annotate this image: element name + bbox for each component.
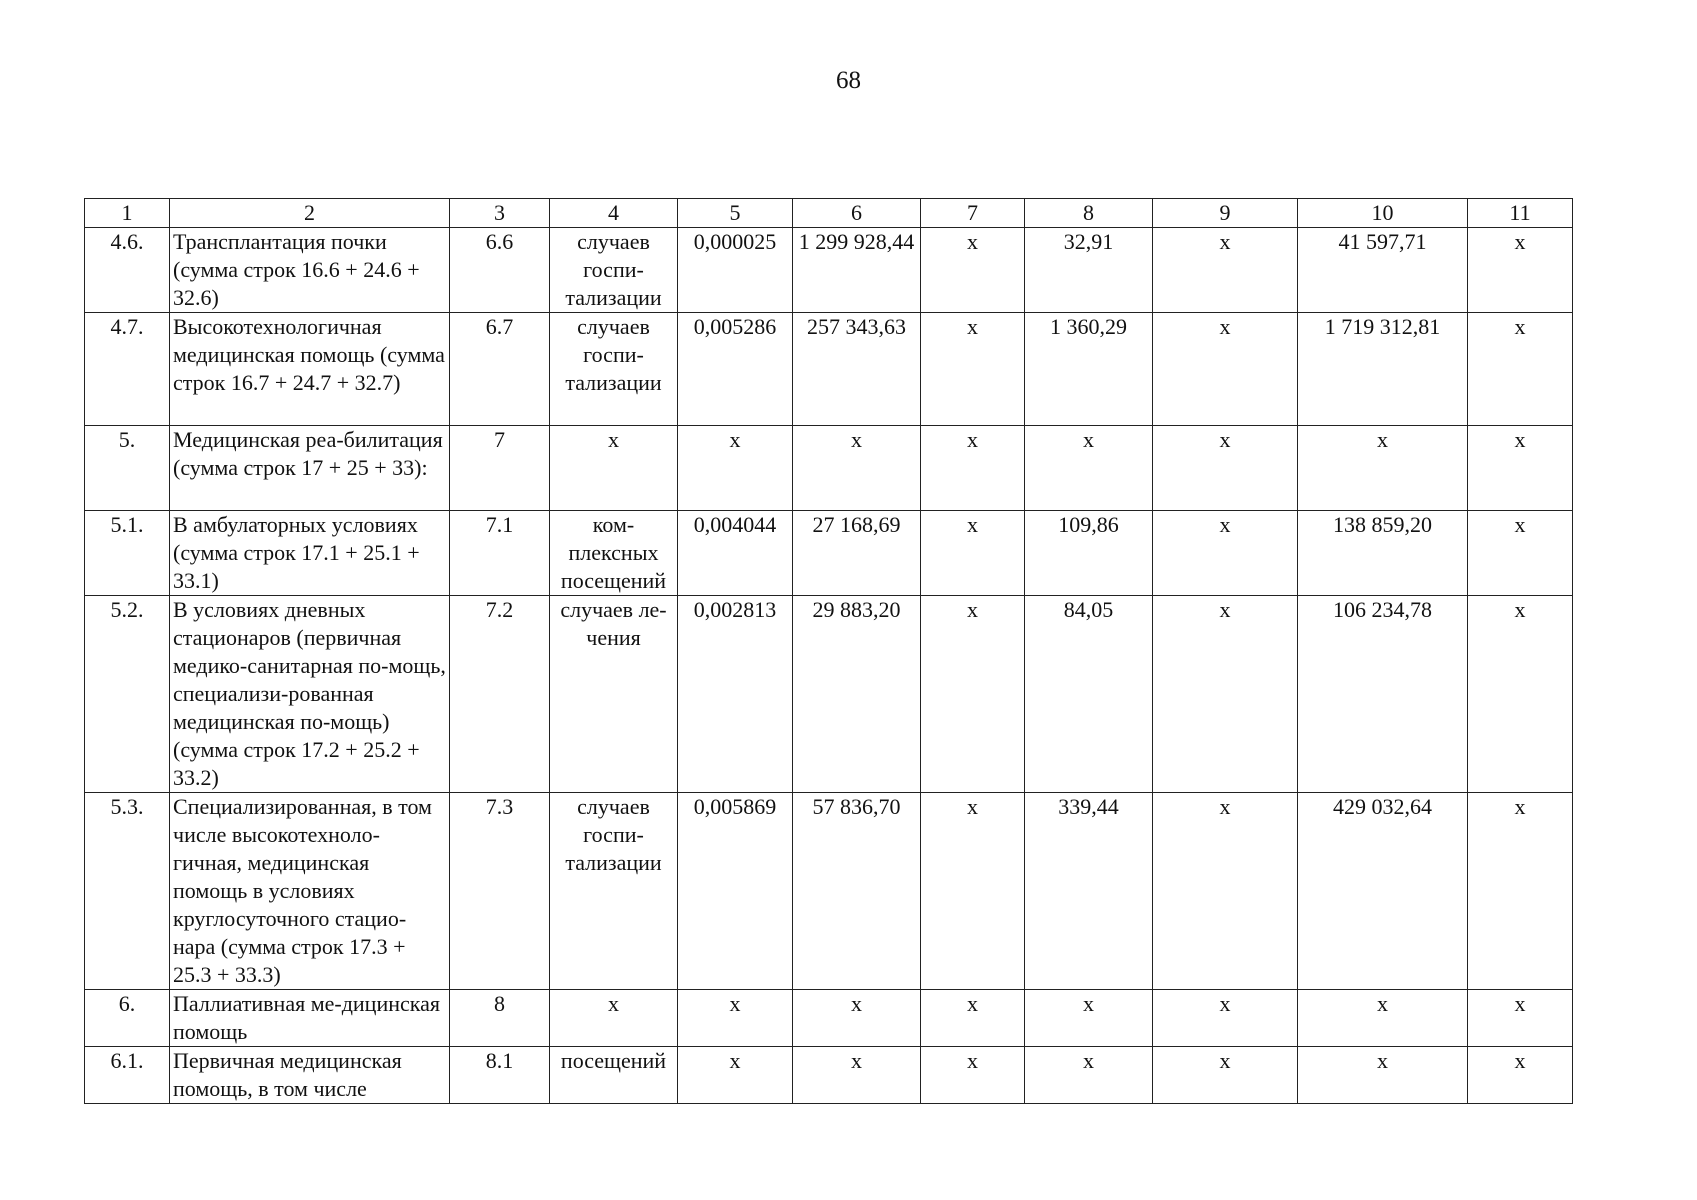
cell-value: х <box>1153 228 1298 313</box>
unit-of-measure: случаев госпи-тализации <box>550 313 678 426</box>
cell-value: 138 859,20 <box>1298 511 1468 596</box>
cell-value: 27 168,69 <box>793 511 921 596</box>
cell-value: х <box>678 990 793 1047</box>
cell-value: 0,005869 <box>678 793 793 990</box>
table-row <box>85 228 1573 313</box>
cell-value: 41 597,71 <box>1298 228 1468 313</box>
column-header: 11 <box>1468 199 1573 228</box>
cell-value: 109,86 <box>1025 511 1153 596</box>
column-header: 2 <box>170 199 450 228</box>
cell-value: 0,005286 <box>678 313 793 426</box>
line-code: 7.2 <box>450 596 550 793</box>
cell-value: х <box>921 511 1025 596</box>
cell-value: х <box>1025 1047 1153 1104</box>
row-description: Медицинская реа-билитация (сумма строк 17 + 25 + 33): <box>170 426 450 511</box>
table-body <box>85 228 1573 1104</box>
row-number: 6.1. <box>85 1047 170 1104</box>
cell-value: х <box>1153 1047 1298 1104</box>
column-header: 7 <box>921 199 1025 228</box>
row-description: В амбулаторных условиях (сумма строк 17.1 + 25.1 + 33.1) <box>170 511 450 596</box>
page-number: 68 <box>836 67 861 94</box>
cell-value: х <box>1153 990 1298 1047</box>
row-number: 4.6. <box>85 228 170 313</box>
table-row <box>85 596 1573 793</box>
unit-of-measure: х <box>550 990 678 1047</box>
cell-value: 57 836,70 <box>793 793 921 990</box>
cell-value: 0,004044 <box>678 511 793 596</box>
table-row <box>85 1047 1573 1104</box>
cell-value: х <box>921 596 1025 793</box>
cell-value: х <box>921 313 1025 426</box>
cell-value: 1 719 312,81 <box>1298 313 1468 426</box>
column-header: 3 <box>450 199 550 228</box>
cell-value: х <box>921 426 1025 511</box>
cell-value: х <box>678 1047 793 1104</box>
column-header: 6 <box>793 199 921 228</box>
line-code: 7 <box>450 426 550 511</box>
cell-value: х <box>1468 990 1573 1047</box>
column-header: 8 <box>1025 199 1153 228</box>
row-number: 5. <box>85 426 170 511</box>
cell-value: х <box>1468 596 1573 793</box>
unit-of-measure: случаев госпи-тализации <box>550 793 678 990</box>
table-row <box>85 990 1573 1047</box>
row-number: 4.7. <box>85 313 170 426</box>
column-header: 4 <box>550 199 678 228</box>
cell-value: х <box>1153 596 1298 793</box>
line-code: 6.7 <box>450 313 550 426</box>
cell-value: 339,44 <box>1025 793 1153 990</box>
cell-value: х <box>1468 793 1573 990</box>
table-row <box>85 511 1573 596</box>
line-code: 7.1 <box>450 511 550 596</box>
cell-value: х <box>1025 990 1153 1047</box>
cell-value: 0,002813 <box>678 596 793 793</box>
row-description: Трансплантация почки (сумма строк 16.6 + 24.6 + 32.6) <box>170 228 450 313</box>
row-description: Специализированная, в том числе высокотехноло-гичная, медицинская помощь в условиях круглосуточного стацио-нара (сумма строк 17.3 + 25.3 + 33.3) <box>170 793 450 990</box>
cell-value: х <box>1468 313 1573 426</box>
cell-value: 84,05 <box>1025 596 1153 793</box>
cell-value: х <box>1153 426 1298 511</box>
cell-value: х <box>1153 511 1298 596</box>
cell-value: х <box>1468 511 1573 596</box>
tariff-table <box>84 198 1573 1104</box>
row-description: В условиях дневных стационаров (первичная медико-санитарная по-мощь, специализи-рованная медицинская по-мощь) (сумма строк 17.2 + 25.2 + 33.2) <box>170 596 450 793</box>
row-description: Высокотехнологичная медицинская помощь (сумма строк 16.7 + 24.7 + 32.7) <box>170 313 450 426</box>
table-row <box>85 793 1573 990</box>
row-description: Паллиативная ме-дицинская помощь <box>170 990 450 1047</box>
cell-value: х <box>1468 228 1573 313</box>
cell-value: х <box>921 990 1025 1047</box>
table-header <box>85 199 1573 228</box>
table-row <box>85 426 1573 511</box>
cell-value: х <box>1153 793 1298 990</box>
column-header: 1 <box>85 199 170 228</box>
cell-value: х <box>1153 313 1298 426</box>
cell-value: х <box>1025 426 1153 511</box>
line-code: 7.3 <box>450 793 550 990</box>
unit-of-measure: случаев ле-чения <box>550 596 678 793</box>
column-header: 10 <box>1298 199 1468 228</box>
column-header: 9 <box>1153 199 1298 228</box>
cell-value: 429 032,64 <box>1298 793 1468 990</box>
cell-value: 106 234,78 <box>1298 596 1468 793</box>
cell-value: х <box>1298 1047 1468 1104</box>
cell-value: 1 360,29 <box>1025 313 1153 426</box>
cell-value: 29 883,20 <box>793 596 921 793</box>
unit-of-measure: посещений <box>550 1047 678 1104</box>
cell-value: х <box>793 1047 921 1104</box>
row-number: 5.1. <box>85 511 170 596</box>
unit-of-measure: х <box>550 426 678 511</box>
table-row <box>85 313 1573 426</box>
cell-value: х <box>921 228 1025 313</box>
cell-value: х <box>1468 426 1573 511</box>
unit-of-measure: ком-плексных посещений <box>550 511 678 596</box>
cell-value: х <box>793 426 921 511</box>
cell-value: х <box>1298 426 1468 511</box>
cell-value: 32,91 <box>1025 228 1153 313</box>
cell-value: х <box>678 426 793 511</box>
header-row <box>85 199 1573 228</box>
row-description: Первичная медицинская помощь, в том числе <box>170 1047 450 1104</box>
cell-value: х <box>921 793 1025 990</box>
row-number: 5.2. <box>85 596 170 793</box>
cell-value: х <box>921 1047 1025 1104</box>
line-code: 8 <box>450 990 550 1047</box>
cell-value: 1 299 928,44 <box>793 228 921 313</box>
line-code: 6.6 <box>450 228 550 313</box>
row-number: 5.3. <box>85 793 170 990</box>
cell-value: 257 343,63 <box>793 313 921 426</box>
cell-value: 0,000025 <box>678 228 793 313</box>
row-number: 6. <box>85 990 170 1047</box>
cell-value: х <box>1298 990 1468 1047</box>
column-header: 5 <box>678 199 793 228</box>
line-code: 8.1 <box>450 1047 550 1104</box>
unit-of-measure: случаев госпи-тализации <box>550 228 678 313</box>
cell-value: х <box>793 990 921 1047</box>
cell-value: х <box>1468 1047 1573 1104</box>
